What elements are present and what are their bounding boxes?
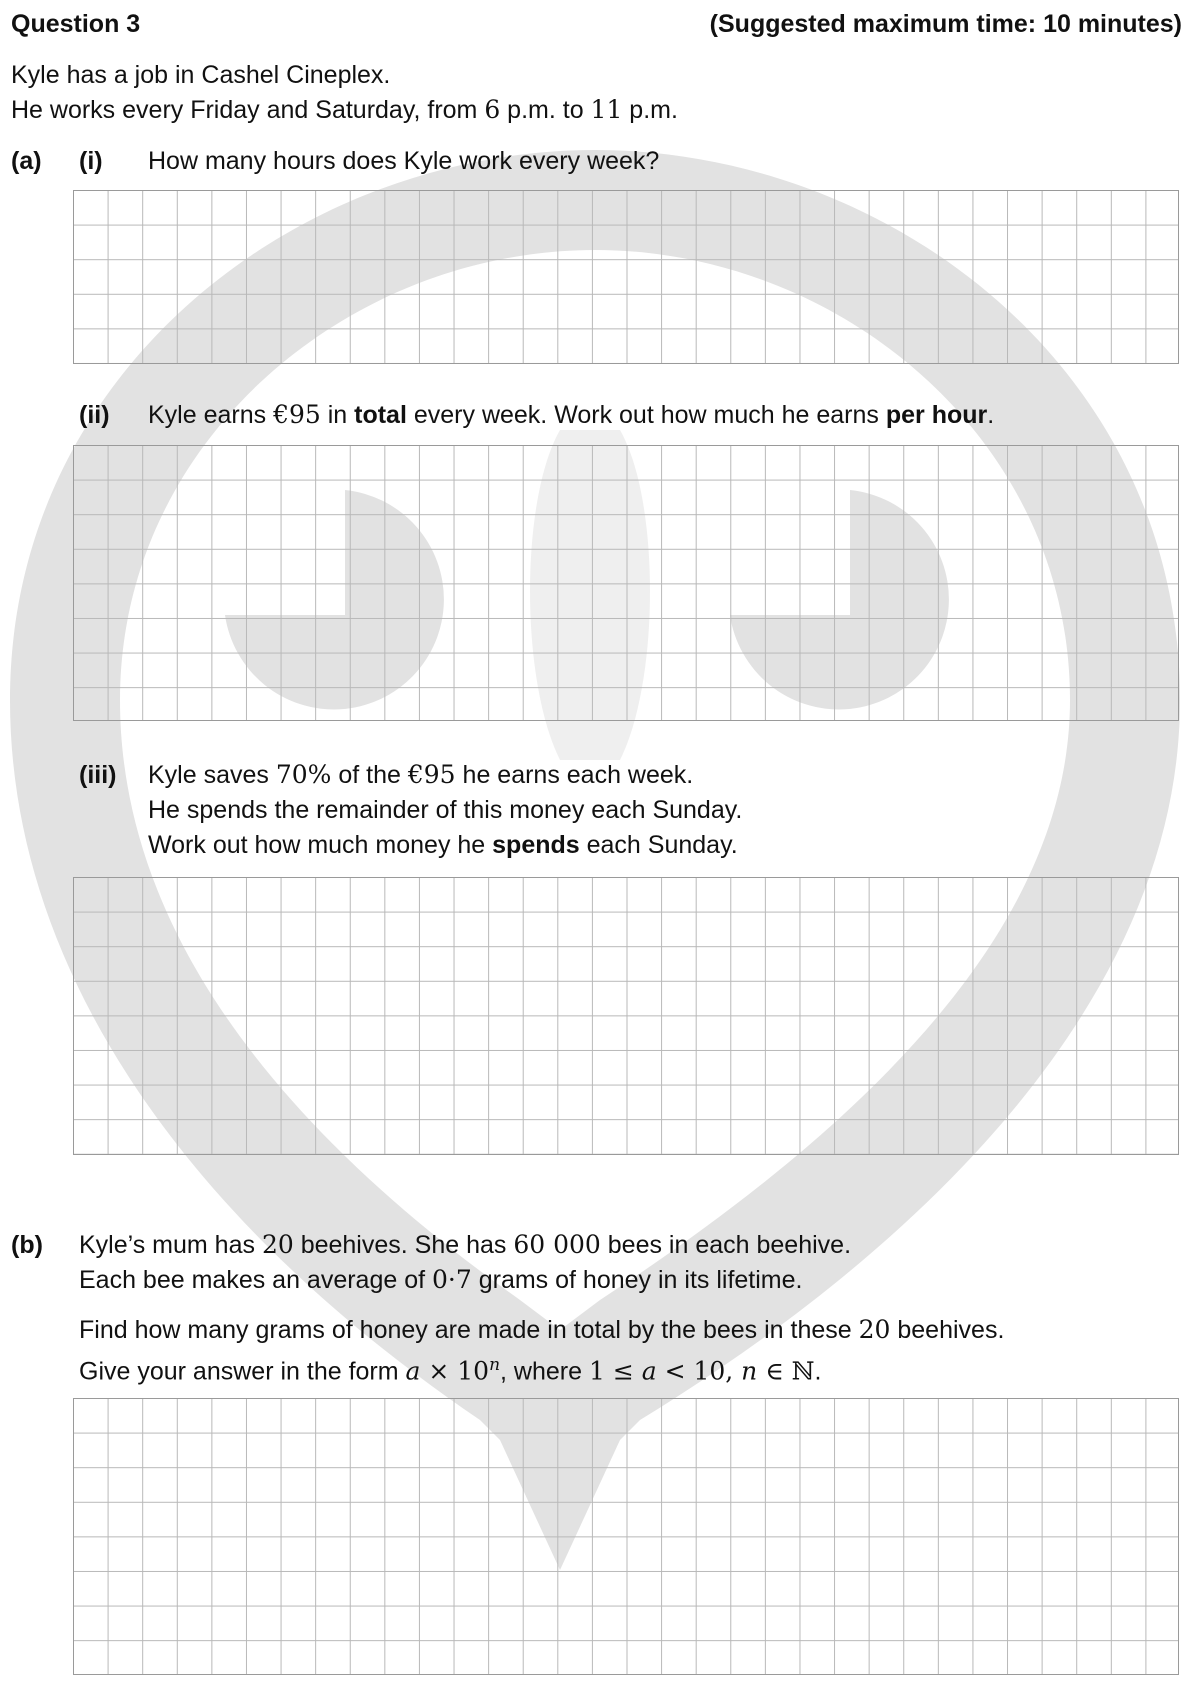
intro-line-1: Kyle has a job in Cashel Cineplex. <box>11 61 391 89</box>
question-title: Question 3 <box>11 10 141 38</box>
part-b-line-4: Give your answer in the form $a \times 10^n$, where 1 ≤ a < 10, n ∈ ℕ. <box>79 1355 822 1386</box>
answer-grid-a-i[interactable] <box>73 190 1179 364</box>
answer-grid-a-ii[interactable] <box>73 445 1179 721</box>
part-a-ii-label: (ii) <box>79 401 110 429</box>
part-b-line-2: Each bee makes an average of 0·7 grams of honey in its lifetime. <box>79 1265 803 1294</box>
part-b-line-1: Kyle’s mum has 20 beehives. She has 60 000 bees in each beehive. <box>79 1230 852 1259</box>
part-a-i-question: How many hours does Kyle work every week? <box>148 147 660 175</box>
part-a-iii-line-1: Kyle saves 70% of the €95 he earns each week. <box>148 760 694 789</box>
part-a-ii-question: Kyle earns €95 in total every week. Work out how much he earns per hour. <box>148 400 995 429</box>
time-note: (Suggested maximum time: 10 minutes) <box>709 10 1182 38</box>
answer-grid-a-iii[interactable] <box>73 877 1179 1155</box>
answer-grid-b[interactable] <box>73 1398 1179 1675</box>
part-a-i-label: (i) <box>79 147 103 175</box>
part-a-label: (a) <box>11 147 42 175</box>
part-a-iii-label: (iii) <box>79 761 117 789</box>
part-a-iii-line-2: He spends the remainder of this money each Sunday. <box>148 796 743 824</box>
part-b-label: (b) <box>11 1231 43 1259</box>
part-b-line-3: Find how many grams of honey are made in total by the bees in these 20 beehives. <box>79 1315 1005 1344</box>
part-a-iii-line-3: Work out how much money he spends each Sunday. <box>148 831 738 859</box>
intro-line-2: He works every Friday and Saturday, from 6 p.m. to 11 p.m. <box>11 95 678 124</box>
